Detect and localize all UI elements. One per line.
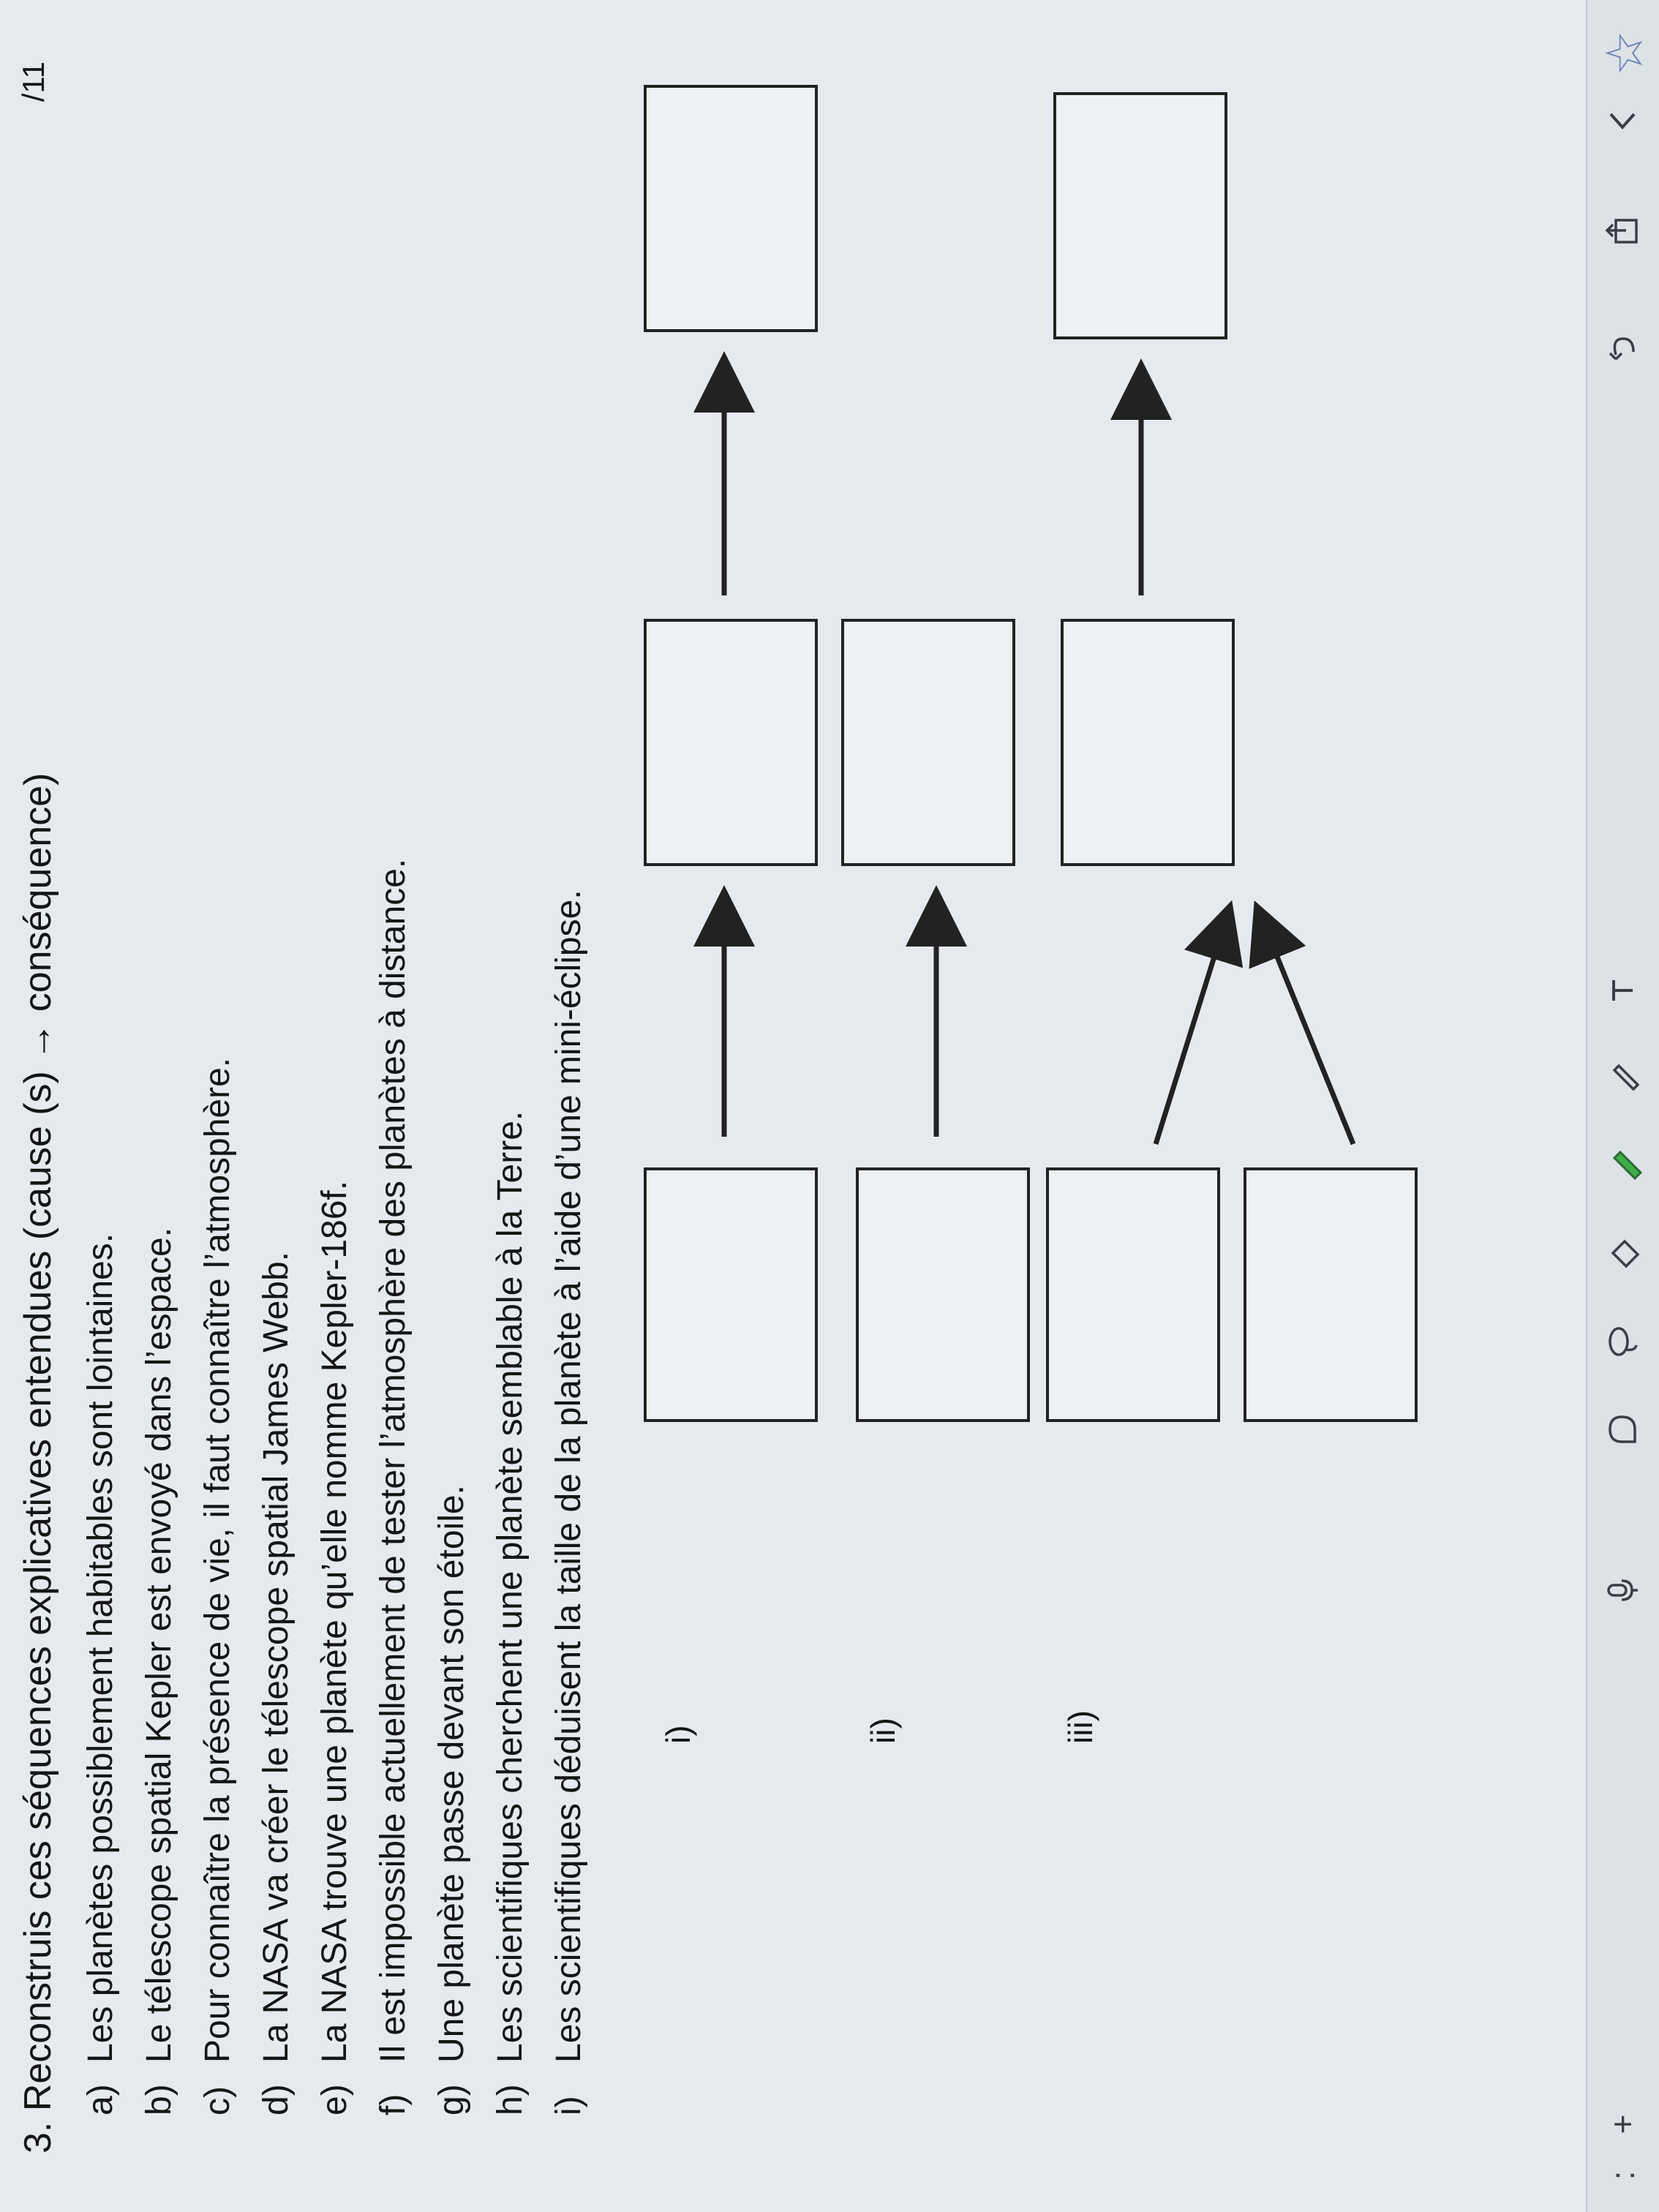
statement-text: Il est impossible actuellement de tester l’atmosphère des planètes à distance. bbox=[374, 858, 413, 2063]
score-label: /11 bbox=[16, 61, 50, 102]
shapes-tool-icon[interactable] bbox=[1600, 1407, 1644, 1451]
statement-text: Une planète passe devant son étoile. bbox=[432, 1485, 471, 2063]
arrow-iii-1 bbox=[1156, 910, 1229, 1144]
highlighter-tool-icon[interactable] bbox=[1600, 1144, 1644, 1188]
arrow-iii-2 bbox=[1258, 910, 1353, 1144]
statement-text: La NASA trouve une planète qu’elle nomme Kepler-186f. bbox=[315, 1180, 354, 2063]
statement-letter: e) bbox=[315, 2084, 354, 2115]
statement-letter: g) bbox=[432, 2084, 471, 2115]
statement-text: Le télescope spatial Kepler est envoyé dans l’espace. bbox=[140, 1227, 178, 2063]
pen-tool-icon[interactable] bbox=[1600, 1056, 1644, 1100]
sequence-arrows bbox=[0, 32, 1580, 2153]
add-button[interactable]: + bbox=[1603, 2114, 1641, 2134]
sequence-label-iii: iii) bbox=[1061, 1710, 1099, 1744]
lasso-tool-icon[interactable] bbox=[1600, 1320, 1644, 1363]
chevron-left-icon[interactable] bbox=[1600, 98, 1644, 142]
sequence-label-i: i) bbox=[659, 1725, 697, 1744]
more-options-button[interactable]: : bbox=[1603, 2170, 1641, 2181]
statement-letter: b) bbox=[140, 2084, 178, 2115]
exercise-title: 3. Reconstruis ces séquences explicatives entendues (cause (s) → conséquence) bbox=[17, 772, 59, 2153]
microphone-icon[interactable] bbox=[1600, 1568, 1644, 1612]
sequence-label-ii: ii) bbox=[864, 1718, 902, 1744]
statement-text: Pour connaître la présence de vie, il faut connaître l’atmosphère. bbox=[198, 1057, 237, 2063]
statement-letter: a) bbox=[81, 2084, 120, 2115]
statement-text: Les planètes possiblement habitables sont lointaines. bbox=[81, 1233, 120, 2063]
statement-letter: d) bbox=[257, 2084, 296, 2115]
worksheet-page bbox=[0, 32, 1580, 2153]
star-icon[interactable]: ☆ bbox=[1596, 30, 1653, 76]
statement-letter: h) bbox=[491, 2084, 530, 2115]
eraser-tool-icon[interactable] bbox=[1600, 1232, 1644, 1276]
statement-text: Les scientifiques déduisent la taille de la planète à l’aide d’une mini-éclipse. bbox=[549, 889, 588, 2063]
undo-icon[interactable] bbox=[1600, 325, 1644, 369]
text-tool-icon[interactable] bbox=[1600, 968, 1644, 1012]
statement-text: La NASA va créer le télescope spatial James Webb. bbox=[257, 1251, 296, 2063]
share-icon[interactable] bbox=[1600, 208, 1644, 252]
app-toolbar bbox=[1586, 0, 1659, 2212]
statement-text: Les scientifiques cherchent une planète semblable à la Terre. bbox=[491, 1110, 530, 2063]
statement-letter: c) bbox=[198, 2086, 237, 2115]
statement-letter: f) bbox=[374, 2094, 413, 2115]
statement-letter: i) bbox=[549, 2096, 588, 2115]
